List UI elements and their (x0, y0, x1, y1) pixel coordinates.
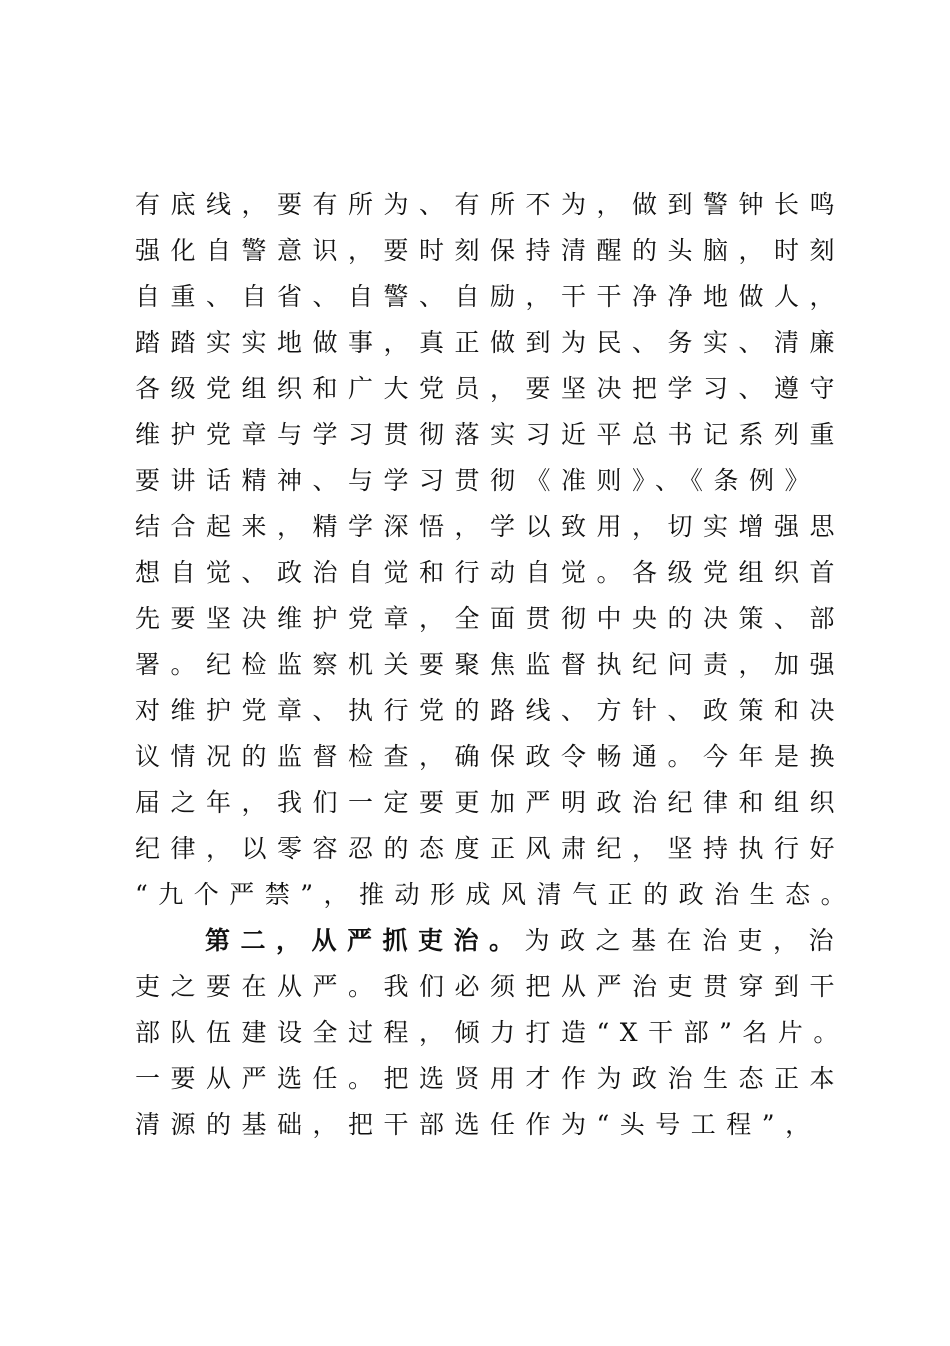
text-line: 自重、自省、自警、自励，干干净净地做人， (135, 282, 846, 311)
section-2-heading: 第二，从严抓吏治。 (205, 926, 525, 955)
text-line: 吏之要在从严。我们必须把从严治吏贯穿到干 (135, 972, 846, 1001)
text-line: 一要从严选任。把选贤用才作为政治生态正本 (135, 1064, 846, 1093)
text-line: 强化自警意识，要时刻保持清醒的头脑，时刻 (135, 236, 846, 265)
text-line: 各级党组织和广大党员，要坚决把学习、遵守 (135, 374, 846, 403)
text-line: 届之年，我们一定要更加严明政治纪律和组织 (135, 788, 846, 817)
text-line: 先要坚决维护党章，全面贯彻中央的决策、部 (135, 604, 846, 633)
text-line: 对维护党章、执行党的路线、方针、政策和决 (135, 696, 846, 725)
text-line: 维护党章与学习贯彻落实习近平总书记系列重 (135, 420, 846, 449)
section-2-first-line-text: 为政之基在治吏，治 (524, 926, 845, 955)
text-line: 清源的基础，把干部选任作为“头号工程”， (135, 1110, 821, 1139)
text-line: 部队伍建设全过程，倾力打造“X干部”名片。 (135, 1018, 849, 1047)
body-text (135, 182, 855, 1148)
text-line: 有底线，要有所为、有所不为，做到警钟长鸣 (135, 190, 846, 219)
text-line: 署。纪检监察机关要聚焦监督执纪问责，加强 (135, 650, 846, 679)
text-line: “九个严禁”，推动形成风清气正的政治生态。 (135, 880, 857, 909)
section-2-first-line (135, 918, 855, 964)
text-line: 纪律，以零容忍的态度正风肃纪，坚持执行好 (135, 834, 846, 863)
text-line: 踏踏实实地做事，真正做到为民、务实、清廉 (135, 328, 846, 357)
text-line: 要讲话精神、与学习贯彻《准则》、《条例》 (135, 466, 821, 495)
text-line: 结合起来，精学深悟，学以致用，切实增强思 (135, 512, 846, 541)
text-line: 议情况的监督检查，确保政令畅通。今年是换 (135, 742, 846, 771)
text-line: 想自觉、政治自觉和行动自觉。各级党组织首 (135, 558, 846, 587)
